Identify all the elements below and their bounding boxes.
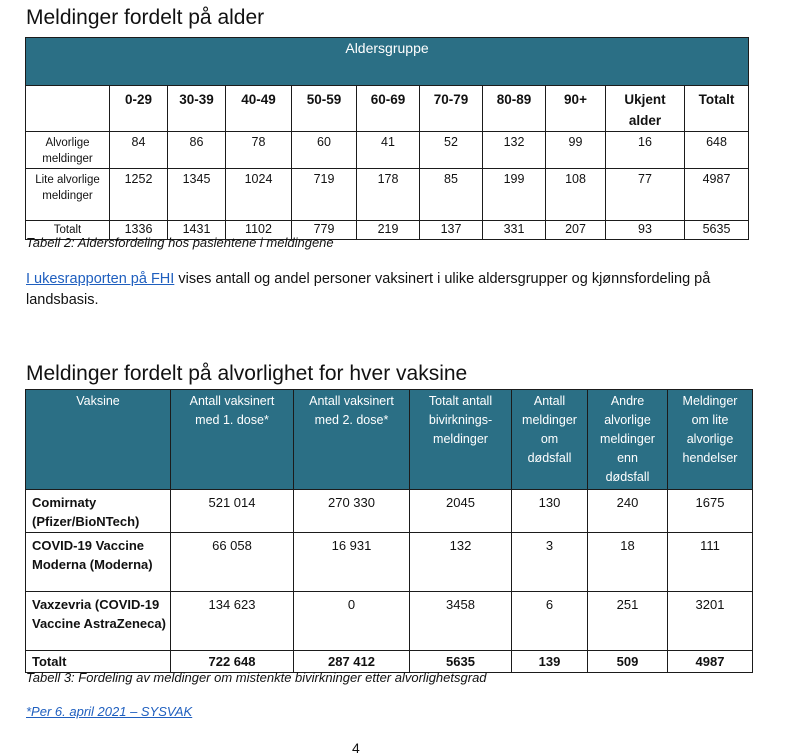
table-cell: 1675 bbox=[668, 490, 753, 533]
table-caption: Tabell 3: Fordeling av meldinger om mistenkte bivirkninger etter alvorlighetsgrad bbox=[26, 670, 487, 685]
table-cell: 78 bbox=[226, 132, 292, 169]
age-section-heading: Meldinger fordelt på alder bbox=[26, 6, 265, 29]
column-header: Meldinger om lite alvorlige hendelser bbox=[668, 390, 753, 490]
corner-cell bbox=[26, 86, 110, 132]
column-header: Totalt bbox=[685, 86, 749, 132]
vaccine-section-heading: Meldinger fordelt på alvorlighet for hver vaksine bbox=[26, 362, 468, 385]
vaccine-severity-table bbox=[25, 389, 753, 673]
total-cell: 287 412 bbox=[294, 651, 410, 673]
table-cell: 5635 bbox=[685, 221, 749, 240]
total-cell: 4987 bbox=[668, 651, 753, 673]
table-cell: 3 bbox=[512, 533, 588, 592]
row-label: Totalt bbox=[26, 221, 110, 240]
column-header: 90+ bbox=[546, 86, 606, 132]
footnote-link[interactable]: *Per 6. april 2021 – SYSVAK bbox=[26, 704, 193, 719]
table-cell: 251 bbox=[588, 592, 668, 651]
fhi-report-link[interactable]: I ukesrapporten på FHI bbox=[26, 271, 175, 287]
column-header: Antall vaksinert med 2. dose* bbox=[294, 390, 410, 490]
table-cell: 219 bbox=[357, 221, 420, 240]
table-cell: 85 bbox=[420, 169, 483, 221]
column-header: Antall vaksinert med 1. dose* bbox=[171, 390, 294, 490]
vaccine-name: Comirnaty (Pfizer/BioNTech) bbox=[26, 490, 171, 533]
column-header: 80-89 bbox=[483, 86, 546, 132]
table-cell: 16 bbox=[606, 132, 685, 169]
table-cell: 648 bbox=[685, 132, 749, 169]
table-cell: 3201 bbox=[668, 592, 753, 651]
table-cell: 86 bbox=[168, 132, 226, 169]
table-cell: 0 bbox=[294, 592, 410, 651]
total-cell: 5635 bbox=[410, 651, 512, 673]
table-cell: 779 bbox=[292, 221, 357, 240]
table-cell: 1336 bbox=[110, 221, 168, 240]
table-cell: 1431 bbox=[168, 221, 226, 240]
table-cell: 4987 bbox=[685, 169, 749, 221]
table-cell: 60 bbox=[292, 132, 357, 169]
paragraph-text: vises antall og andel personer vaksinert i ulike aldersgrupper og kjønnsfordeling på landsbasis. bbox=[26, 271, 711, 308]
vaccine-name: Vaxzevria (COVID-19 Vaccine AstraZeneca) bbox=[26, 592, 171, 651]
table-cell: 93 bbox=[606, 221, 685, 240]
column-header: 30-39 bbox=[168, 86, 226, 132]
table-cell: 270 330 bbox=[294, 490, 410, 533]
table-cell: 130 bbox=[512, 490, 588, 533]
table-cell: 84 bbox=[110, 132, 168, 169]
total-cell: 139 bbox=[512, 651, 588, 673]
table-cell: 719 bbox=[292, 169, 357, 221]
paragraph bbox=[26, 269, 766, 311]
table-cell: 178 bbox=[357, 169, 420, 221]
table-cell: 66 058 bbox=[171, 533, 294, 592]
column-header: 60-69 bbox=[357, 86, 420, 132]
table-cell: 16 931 bbox=[294, 533, 410, 592]
table-cell: 240 bbox=[588, 490, 668, 533]
column-header: Totalt antall bivirknings-meldinger bbox=[410, 390, 512, 490]
row-label: Lite alvorlige meldinger bbox=[26, 169, 110, 221]
total-cell: 722 648 bbox=[171, 651, 294, 673]
column-header: 70-79 bbox=[420, 86, 483, 132]
vaccine-name: COVID-19 Vaccine Moderna (Moderna) bbox=[26, 533, 171, 592]
page-number: 4 bbox=[352, 740, 360, 756]
table-caption: Tabell 2: Aldersfordeling hos pasientene i meldingene bbox=[26, 235, 334, 250]
row-label: Alvorlige meldinger bbox=[26, 132, 110, 169]
table-cell: 1345 bbox=[168, 169, 226, 221]
table-cell: 52 bbox=[420, 132, 483, 169]
column-header: 40-49 bbox=[226, 86, 292, 132]
column-header: 50-59 bbox=[292, 86, 357, 132]
table-cell: 99 bbox=[546, 132, 606, 169]
table-cell: 207 bbox=[546, 221, 606, 240]
column-header: Ukjent alder bbox=[606, 86, 685, 132]
table-cell: 1024 bbox=[226, 169, 292, 221]
total-cell: 509 bbox=[588, 651, 668, 673]
table-cell: 132 bbox=[410, 533, 512, 592]
column-header: Antall meldinger om dødsfall bbox=[512, 390, 588, 490]
column-header: Andre alvorlige meldinger enn dødsfall bbox=[588, 390, 668, 490]
table-cell: 108 bbox=[546, 169, 606, 221]
table-cell: 132 bbox=[483, 132, 546, 169]
column-header: 0-29 bbox=[110, 86, 168, 132]
table-cell: 111 bbox=[668, 533, 753, 592]
age-distribution-table bbox=[25, 37, 749, 240]
table-cell: 6 bbox=[512, 592, 588, 651]
table-cell: 134 623 bbox=[171, 592, 294, 651]
table-cell: 41 bbox=[357, 132, 420, 169]
age-group-header: Aldersgruppe bbox=[26, 38, 749, 86]
table-cell: 331 bbox=[483, 221, 546, 240]
table-cell: 137 bbox=[420, 221, 483, 240]
table-cell: 18 bbox=[588, 533, 668, 592]
total-label: Totalt bbox=[26, 651, 171, 673]
table-cell: 3458 bbox=[410, 592, 512, 651]
table-cell: 521 014 bbox=[171, 490, 294, 533]
table-cell: 2045 bbox=[410, 490, 512, 533]
column-header: Vaksine bbox=[26, 390, 171, 490]
table-cell: 77 bbox=[606, 169, 685, 221]
table-cell: 1102 bbox=[226, 221, 292, 240]
table-cell: 199 bbox=[483, 169, 546, 221]
table-cell: 1252 bbox=[110, 169, 168, 221]
